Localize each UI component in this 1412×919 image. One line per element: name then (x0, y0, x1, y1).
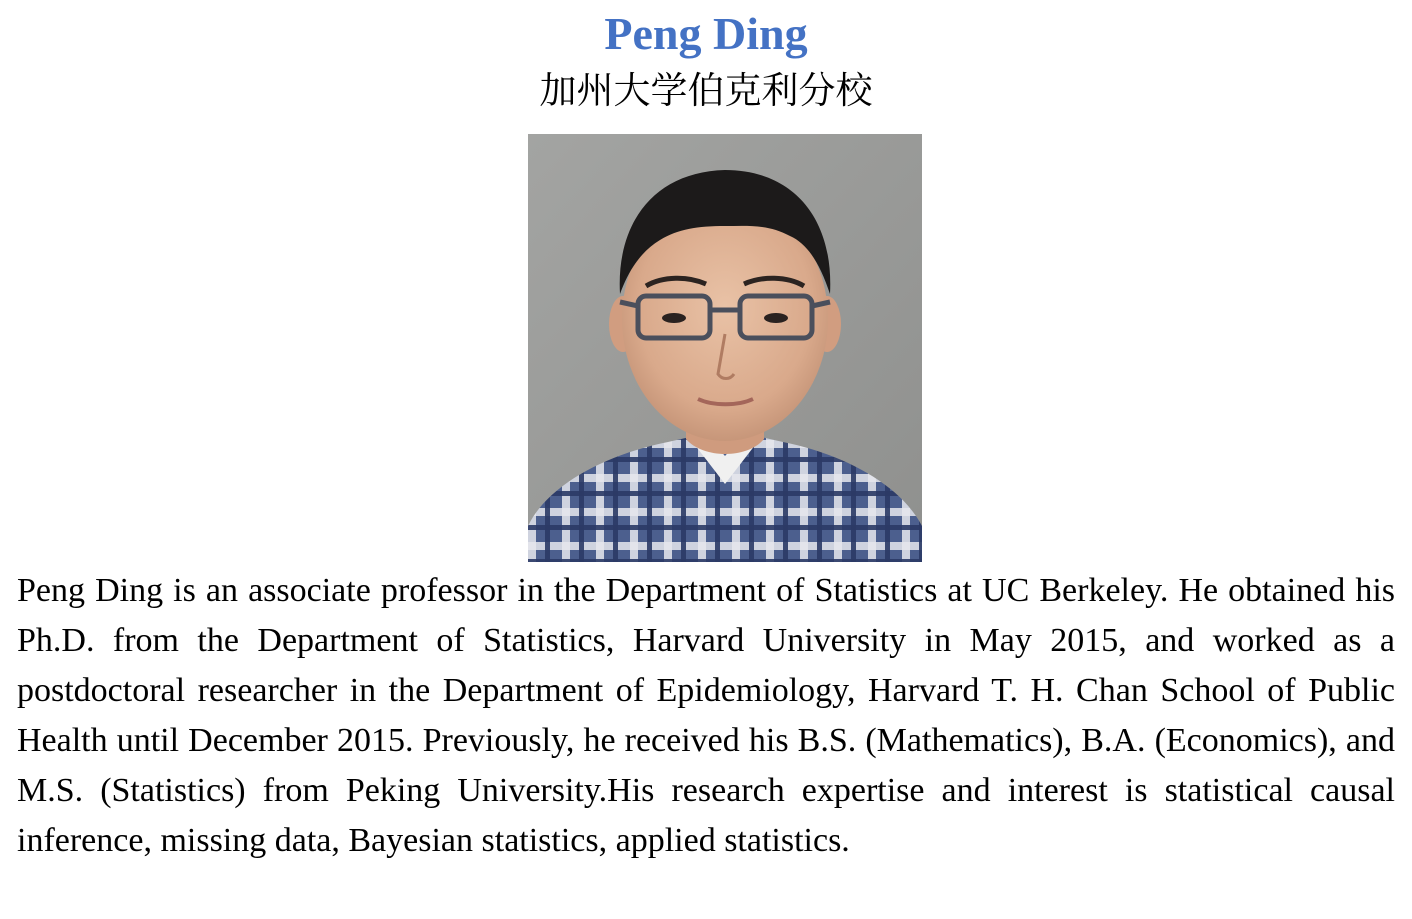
biography-paragraph: Peng Ding is an associate professor in the Department of Statistics at UC Berkeley. He obtained his Ph.D. from the Department of Statistics, Harvard University in May 2015, and worked as a postdoctoral researcher in the Department of Epidemiology, Harvard T. H. Chan School of Public Health until December 2015. Previously, he received his B.S. (Mathematics), B.A. (Economics), and M.S. (Statistics) from Peking University.His research expertise and interest is statistical causal inference, missing data, Bayesian statistics, applied statistics. (17, 572, 1395, 859)
portrait-photo (528, 134, 922, 562)
affiliation-title: 加州大学伯克利分校 (539, 69, 873, 112)
person-name: Peng Ding (604, 8, 808, 59)
portrait-illustration (528, 134, 922, 562)
